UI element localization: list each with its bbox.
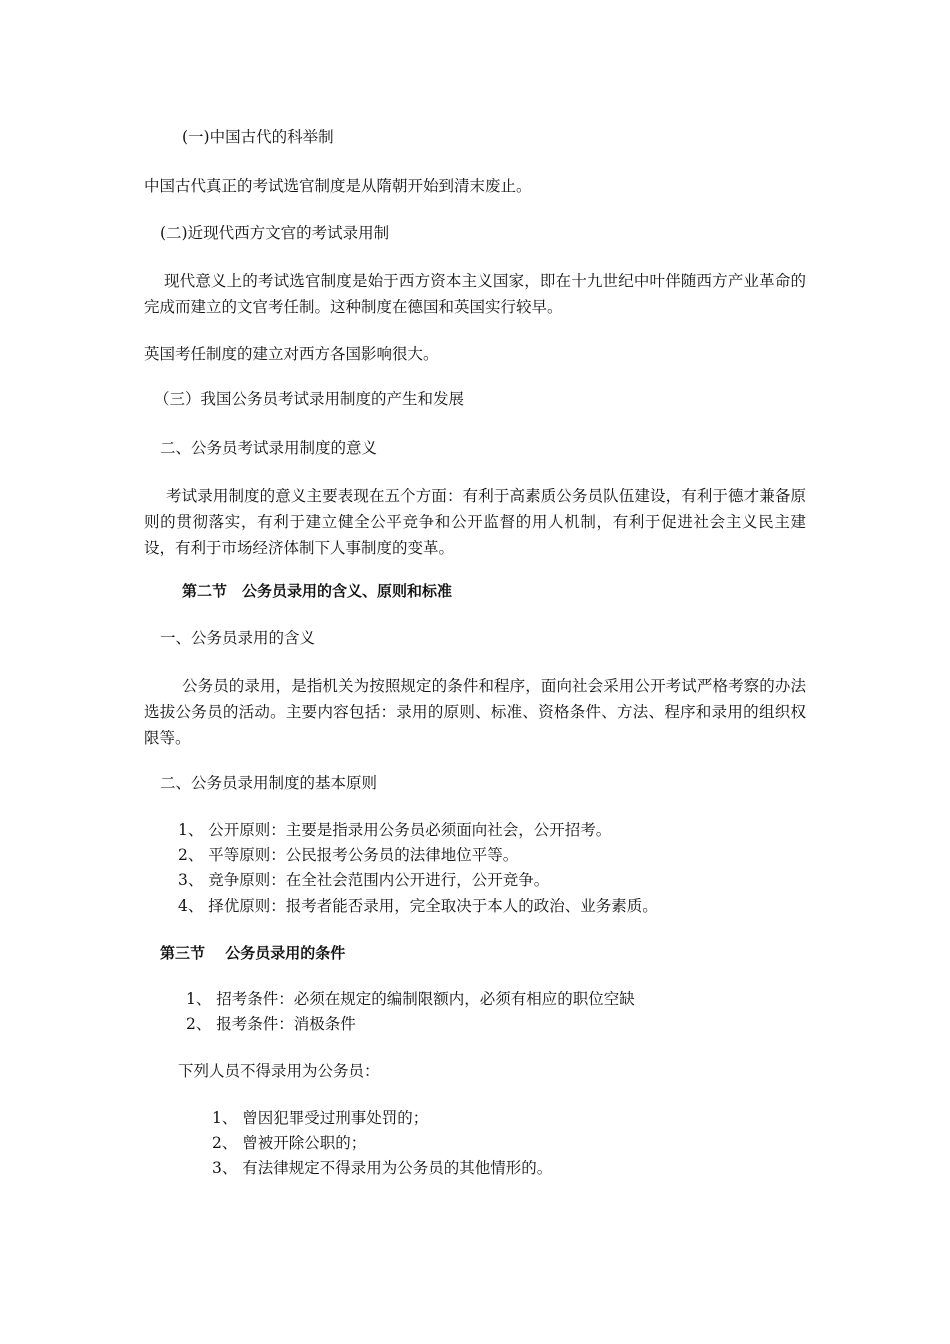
paragraph-ancient-exam: 中国古代真正的考试选官制度是从隋朝开始到清末废止。: [144, 177, 532, 195]
list-item-condition: 2、 报考条件：消极条件: [186, 1015, 356, 1033]
paragraph-british-influence: 英国考任制度的建立对西方各国影响很大。: [144, 345, 439, 363]
list-item-excluded: 2、 曾被开除公职的；: [212, 1134, 367, 1152]
heading-china-development: （三）我国公务员考试录用制度的产生和发展: [154, 390, 465, 408]
list-item-excluded: 1、 曾因犯罪受过刑事处罚的；: [212, 1109, 429, 1127]
section-2-title: 第二节 公务员录用的含义、原则和标准: [182, 582, 453, 600]
list-item-condition: 1、 招考条件：必须在规定的编制限额内，必须有相应的职位空缺: [186, 990, 635, 1008]
list-item-excluded: 3、 有法律规定不得录用为公务员的其他情形的。: [212, 1159, 553, 1177]
section-3-title: 第三节 公务员录用的条件: [160, 944, 346, 962]
list-item-principle: 4、 择优原则：报考者能否录用，完全取决于本人的政治、业务素质。: [178, 897, 658, 915]
heading-recruitment-meaning: 一、公务员录用的含义: [160, 629, 316, 647]
list-item-principle: 2、 平等原则：公民报考公务员的法律地位平等。: [178, 846, 519, 864]
paragraph-significance: 考试录用制度的意义主要表现在五个方面：有利于高素质公务员队伍建设，有利于德才兼备原则的贯彻落实，有利于建立健全公平竞争和公开监督的用人机制，有利于促进社会主义民主建设，有利于市场经济体制下人事制度的变革。: [144, 487, 806, 557]
heading-significance: 二、公务员考试录用制度的意义: [160, 439, 378, 457]
heading-basic-principles: 二、公务员录用制度的基本原则: [160, 774, 378, 792]
list-item-principle: 1、 公开原则：主要是指录用公务员必须面向社会，公开招考。: [178, 821, 612, 839]
heading-ancient-exam: (一)中国古代的科举制: [182, 128, 334, 146]
paragraph-western-exam: 现代意义上的考试选官制度是始于西方资本主义国家，即在十九世纪中叶伴随西方产业革命的完成而建立的文官考任制。这种制度在德国和英国实行较早。: [144, 272, 806, 316]
heading-western-exam: (二)近现代西方文官的考试录用制: [160, 224, 390, 242]
paragraph-recruitment-meaning: 公务员的录用，是指机关为按照规定的条件和程序，面向社会采用公开考试严格考察的办法选拔公务员的活动。主要内容包括：录用的原则、标准、资格条件、方法、程序和录用的组织权限等。: [144, 677, 806, 747]
paragraph-excluded-intro: 下列人员不得录用为公务员：: [178, 1062, 380, 1080]
list-item-principle: 3、 竞争原则：在全社会范围内公开进行，公开竞争。: [178, 871, 550, 889]
